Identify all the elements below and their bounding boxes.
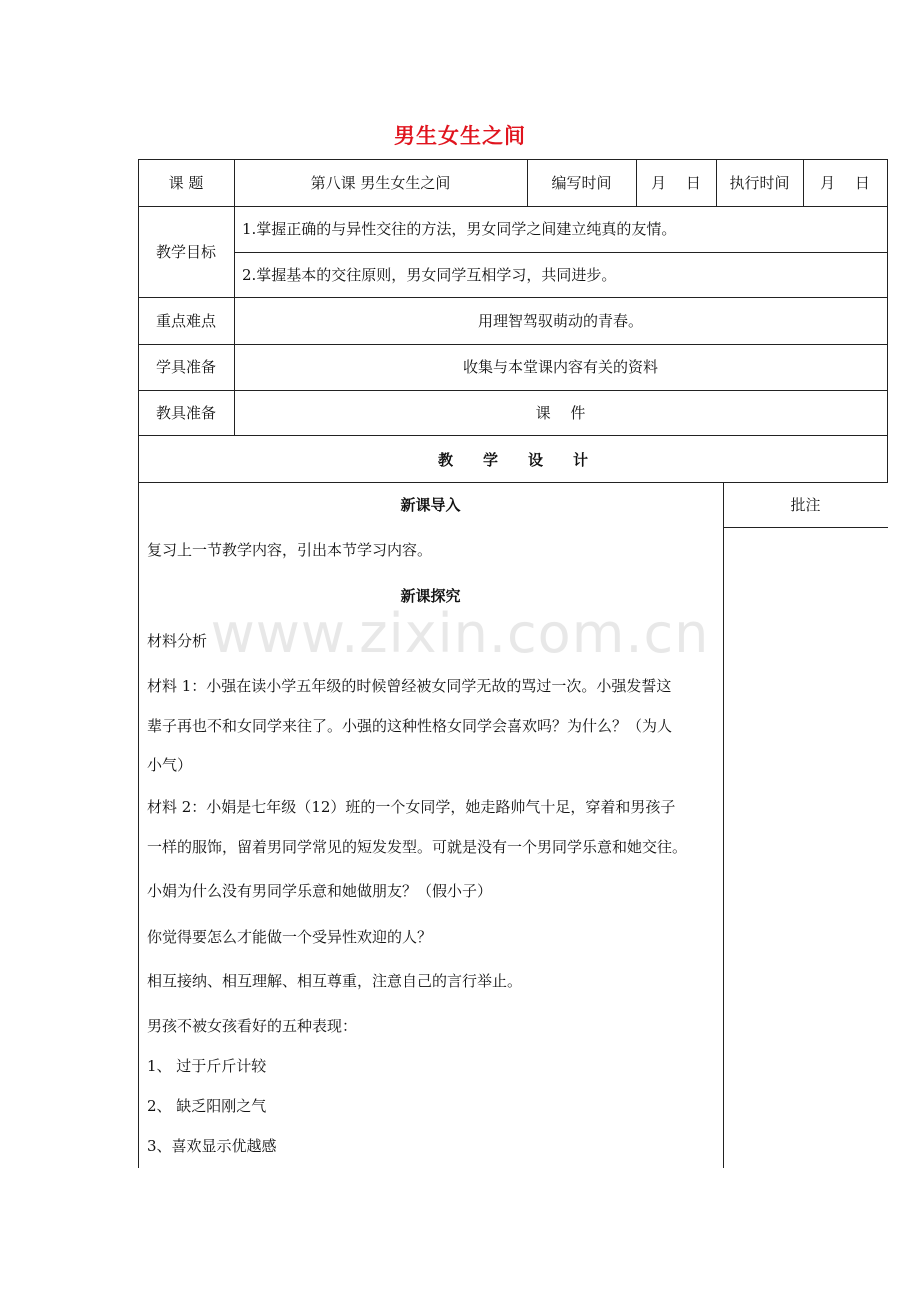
topic-label: 课 题 <box>168 174 204 192</box>
page-title: 男生女生之间 <box>394 124 526 148</box>
list-heading: 男孩不被女孩看好的五种表现： <box>147 1017 358 1035</box>
teacher-prep-value: 课 件 <box>535 404 586 422</box>
material-2-line-2: 一样的服饰，留着男同学常见的短发发型。可就是没有一个男同学乐意和她交往。 <box>147 838 688 856</box>
list-item: 2、 缺乏阳刚之气 <box>147 1097 267 1115</box>
grid-line <box>138 482 888 483</box>
write-time-value: 月 日 <box>651 174 701 192</box>
intro-heading: 新课导入 <box>400 496 461 514</box>
notes-heading: 批注 <box>790 496 821 514</box>
watermark: www.zixin.com.cn <box>210 602 710 665</box>
topic-value: 第八课 男生女生之间 <box>310 174 451 192</box>
material-1-line-3: 小气） <box>147 756 193 774</box>
goal-item-1: 1.掌握正确的与异性交往的方法，男女同学之间建立纯真的友情。 <box>242 220 677 238</box>
key-points-value: 用理智驾驭萌动的青春。 <box>477 312 643 330</box>
grid-line <box>234 159 235 436</box>
analysis-label: 材料分析 <box>147 632 208 650</box>
grid-line <box>887 159 888 483</box>
grid-line <box>234 252 888 253</box>
question-2: 你觉得要怎么才能做一个受异性欢迎的人？ <box>147 928 433 946</box>
question-1: 小娟为什么没有男同学乐意和她做朋友？（假小子） <box>147 882 493 900</box>
list-item: 3、喜欢显示优越感 <box>147 1137 277 1155</box>
student-prep-value: 收集与本堂课内容有关的资料 <box>462 358 658 376</box>
grid-line <box>138 159 888 160</box>
material-1-line-1: 材料 1：小强在读小学五年级的时候曾经被女同学无故的骂过一次。小强发誓这 <box>147 677 672 695</box>
write-time-label: 编写时间 <box>551 174 612 192</box>
grid-line <box>138 390 888 391</box>
grid-line <box>138 344 888 345</box>
key-points-label: 重点难点 <box>155 312 216 330</box>
explore-heading: 新课探究 <box>400 587 461 605</box>
student-prep-label: 学具准备 <box>155 358 216 376</box>
goals-label: 教学目标 <box>155 243 216 261</box>
grid-line <box>138 297 888 298</box>
grid-line <box>723 482 724 1168</box>
answer-2: 相互接纳、相互理解、相互尊重，注意自己的言行举止。 <box>147 972 523 990</box>
list-item: 1、 过于斤斤计较 <box>147 1057 267 1075</box>
goal-item-2: 2.掌握基本的交往原则，男女同学互相学习，共同进步。 <box>242 266 617 284</box>
exec-time-label: 执行时间 <box>729 174 790 192</box>
exec-time-value: 月 日 <box>820 174 870 192</box>
intro-text: 复习上一节教学内容，引出本节学习内容。 <box>147 541 433 559</box>
grid-line <box>723 527 888 528</box>
material-2-line-1: 材料 2：小娟是七年级（12）班的一个女同学，她走路帅气十足，穿着和男孩子 <box>147 798 676 816</box>
teacher-prep-label: 教具准备 <box>155 404 216 422</box>
grid-line <box>138 206 888 207</box>
material-1-line-2: 辈子再也不和女同学来往了。小强的这种性格女同学会喜欢吗？为什么？（为人 <box>147 717 673 735</box>
grid-line <box>138 435 888 436</box>
design-heading: 教 学 设 计 <box>437 451 588 469</box>
